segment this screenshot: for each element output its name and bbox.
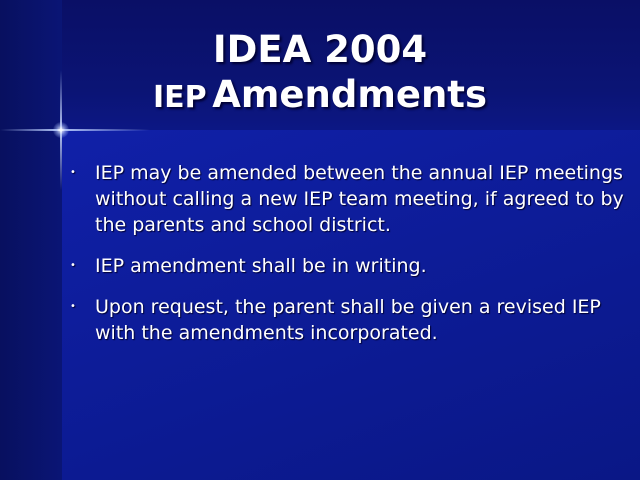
title-line-2 (0, 72, 640, 125)
slide-title (0, 28, 640, 125)
bullet-text: IEP amendment shall be in writing. (95, 255, 427, 277)
title-main: Amendments (212, 73, 488, 116)
bullet-text: IEP may be amended between the annual IEP meetings without calling a new IEP team meeting, if agreed to by the parents and school district. (95, 162, 624, 236)
bullet-icon: • (70, 301, 76, 312)
title-prefix: IEP (152, 80, 207, 115)
bullet-item (70, 294, 630, 346)
bullet-icon: • (70, 260, 76, 271)
bullet-text: Upon request, the parent shall be given a revised IEP with the amendments incorporated. (95, 296, 601, 344)
bullet-icon: • (70, 167, 76, 178)
sparkle-horizontal-decoration (0, 129, 150, 131)
bullet-list (70, 160, 630, 361)
bullet-item (70, 160, 630, 238)
title-line-1: IDEA 2004 (212, 28, 428, 71)
bullet-item (70, 253, 630, 279)
